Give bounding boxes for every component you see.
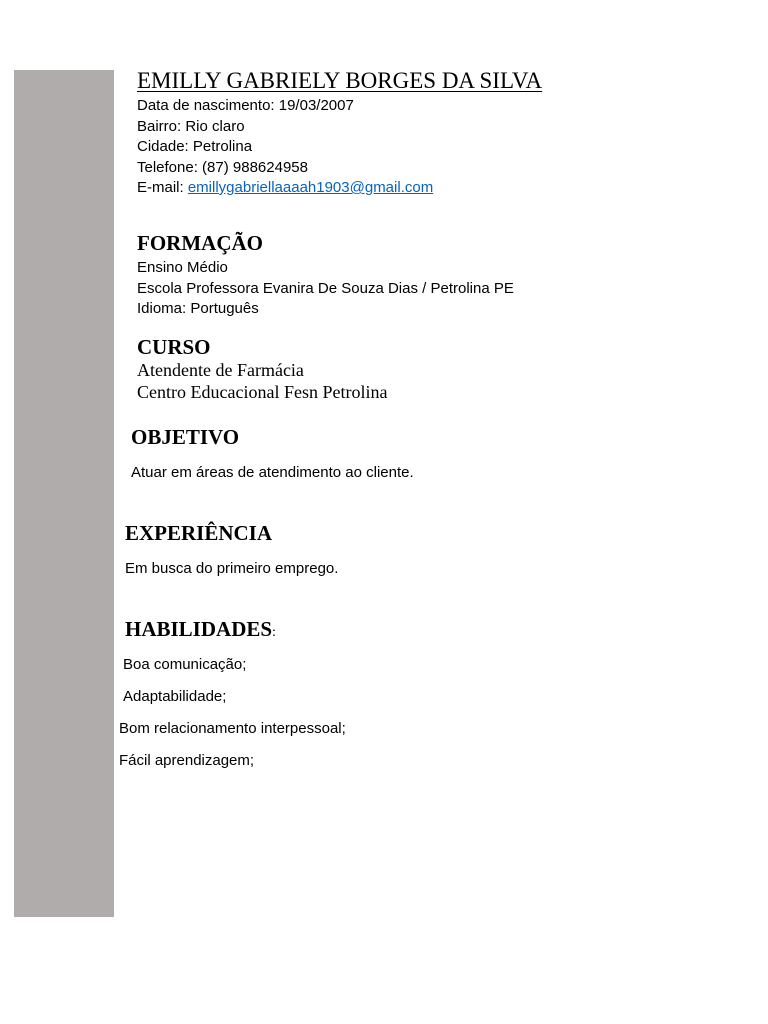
curso-line: Centro Educacional Fesn Petrolina	[137, 382, 388, 402]
curso-block	[137, 359, 387, 403]
resume-name: EMILLY GABRIELY BORGES DA SILVA	[137, 68, 543, 93]
experiencia-text: Em busca do primeiro emprego.	[125, 560, 339, 577]
skill-item: Boa comunicação;	[123, 656, 247, 673]
skill-item: Bom relacionamento interpessoal;	[119, 720, 346, 737]
formacao-block	[137, 258, 514, 320]
experiencia-heading: EXPERIÊNCIA	[125, 521, 273, 545]
city: Cidade: Petrolina	[137, 138, 253, 155]
email-line	[137, 178, 433, 199]
phone: Telefone: (87) 988624958	[137, 158, 308, 176]
email-label: E-mail:	[137, 179, 188, 196]
skill-item: Fácil aprendizagem;	[119, 752, 255, 769]
formacao-line: Escola Professora Evanira De Souza Dias / Petrolina PE	[137, 279, 514, 297]
sidebar-bar	[14, 70, 114, 917]
neighborhood: Bairro: Rio claro	[137, 117, 245, 135]
email-link[interactable]: emillygabriellaaaah1903@gmail.com	[187, 179, 434, 196]
curso-heading: CURSO	[137, 335, 211, 359]
habilidades-colon: :	[272, 625, 276, 640]
contact-block	[137, 96, 433, 199]
formacao-heading: FORMAÇÃO	[137, 231, 263, 255]
habilidades-heading	[125, 617, 276, 642]
habilidades-title: HABILIDADES	[125, 617, 273, 641]
objetivo-text: Atuar em áreas de atendimento ao cliente.	[131, 464, 414, 481]
formacao-line: Idioma: Português	[137, 300, 259, 317]
objetivo-heading: OBJETIVO	[131, 425, 240, 449]
skill-item: Adaptabilidade;	[123, 688, 227, 705]
birth-date: Data de nascimento: 19/03/2007	[137, 97, 354, 114]
formacao-line: Ensino Médio	[137, 259, 228, 276]
curso-line: Atendente de Farmácia	[137, 360, 304, 380]
